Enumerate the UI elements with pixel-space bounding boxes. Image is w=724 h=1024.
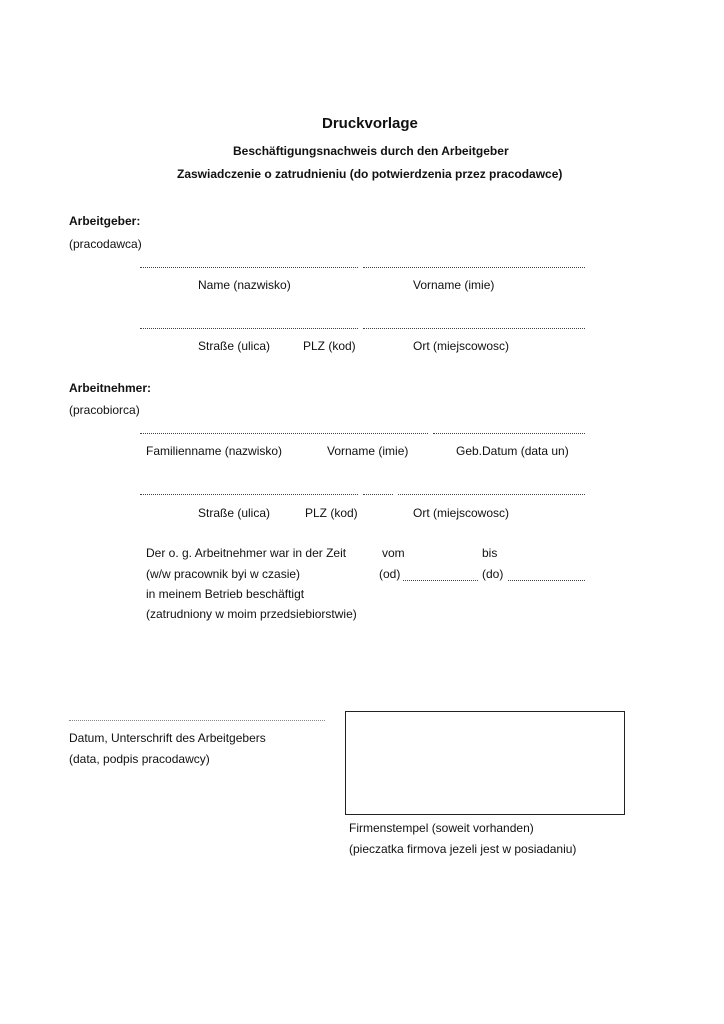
from-date-line[interactable] [403,580,478,581]
employer-firstname-label: Vorname (imie) [413,278,495,292]
employee-zip-line[interactable] [363,494,393,495]
subtitle-polish: Zaswiadczenie o zatrudnieniu (do potwierdzenia przez pracodawce) [177,167,563,181]
employer-city-line[interactable] [363,328,585,329]
subtitle-german: Beschäftigungsnachweis durch den Arbeitgeber [233,144,509,158]
employer-city-label: Ort (miejscowosc) [413,339,510,353]
employer-heading-polish: (pracodawca) [69,237,142,251]
to-label-polish: (do) [482,567,504,581]
page-title: Druckvorlage [322,115,418,132]
employer-street-line[interactable] [140,328,358,329]
employee-heading-polish: (pracobiorca) [69,403,140,417]
to-date-line[interactable] [508,580,585,581]
employer-name-line[interactable] [140,267,358,268]
to-label: bis [482,546,498,560]
employee-name-line[interactable] [140,433,428,434]
employee-city-label: Ort (miejscowosc) [413,506,510,520]
from-label: vom [382,546,405,560]
statement-line-3: in meinem Betrieb beschäftigt [146,587,305,601]
signature-label: Datum, Unterschrift des Arbeitgebers [69,731,266,745]
statement-line-2: (w/w pracownik byi w czasie) [146,567,301,581]
signature-line[interactable] [69,720,325,721]
employee-street-line[interactable] [140,494,358,495]
employer-firstname-line[interactable] [363,267,585,268]
employee-familyname-label: Familienname (nazwisko) [146,444,283,458]
employee-street-label: Straße (ulica) [198,506,271,520]
employee-firstname-label: Vorname (imie) [327,444,409,458]
employer-heading: Arbeitgeber: [69,214,141,228]
employee-birthdate-line[interactable] [433,433,585,434]
stamp-label-polish: (pieczatka firmova jezeli jest w posiadaniu) [349,842,577,856]
employee-city-line[interactable] [398,494,585,495]
employer-street-label: Straße (ulica) [198,339,271,353]
statement-line-4: (zatrudniony w moim przedsiebiorstwie) [146,607,357,621]
employee-heading: Arbeitnehmer: [69,381,152,395]
employer-zip-label: PLZ (kod) [303,339,356,353]
employee-zip-label: PLZ (kod) [305,506,358,520]
company-stamp-box[interactable] [345,711,625,815]
stamp-label: Firmenstempel (soweit vorhanden) [349,821,534,835]
employer-name-label: Name (nazwisko) [198,278,291,292]
from-label-polish: (od) [379,567,401,581]
statement-line-1: Der o. g. Arbeitnehmer war in der Zeit [146,546,347,560]
employee-birthdate-label: Geb.Datum (data un) [456,444,569,458]
signature-label-polish: (data, podpis pracodawcy) [69,752,210,766]
